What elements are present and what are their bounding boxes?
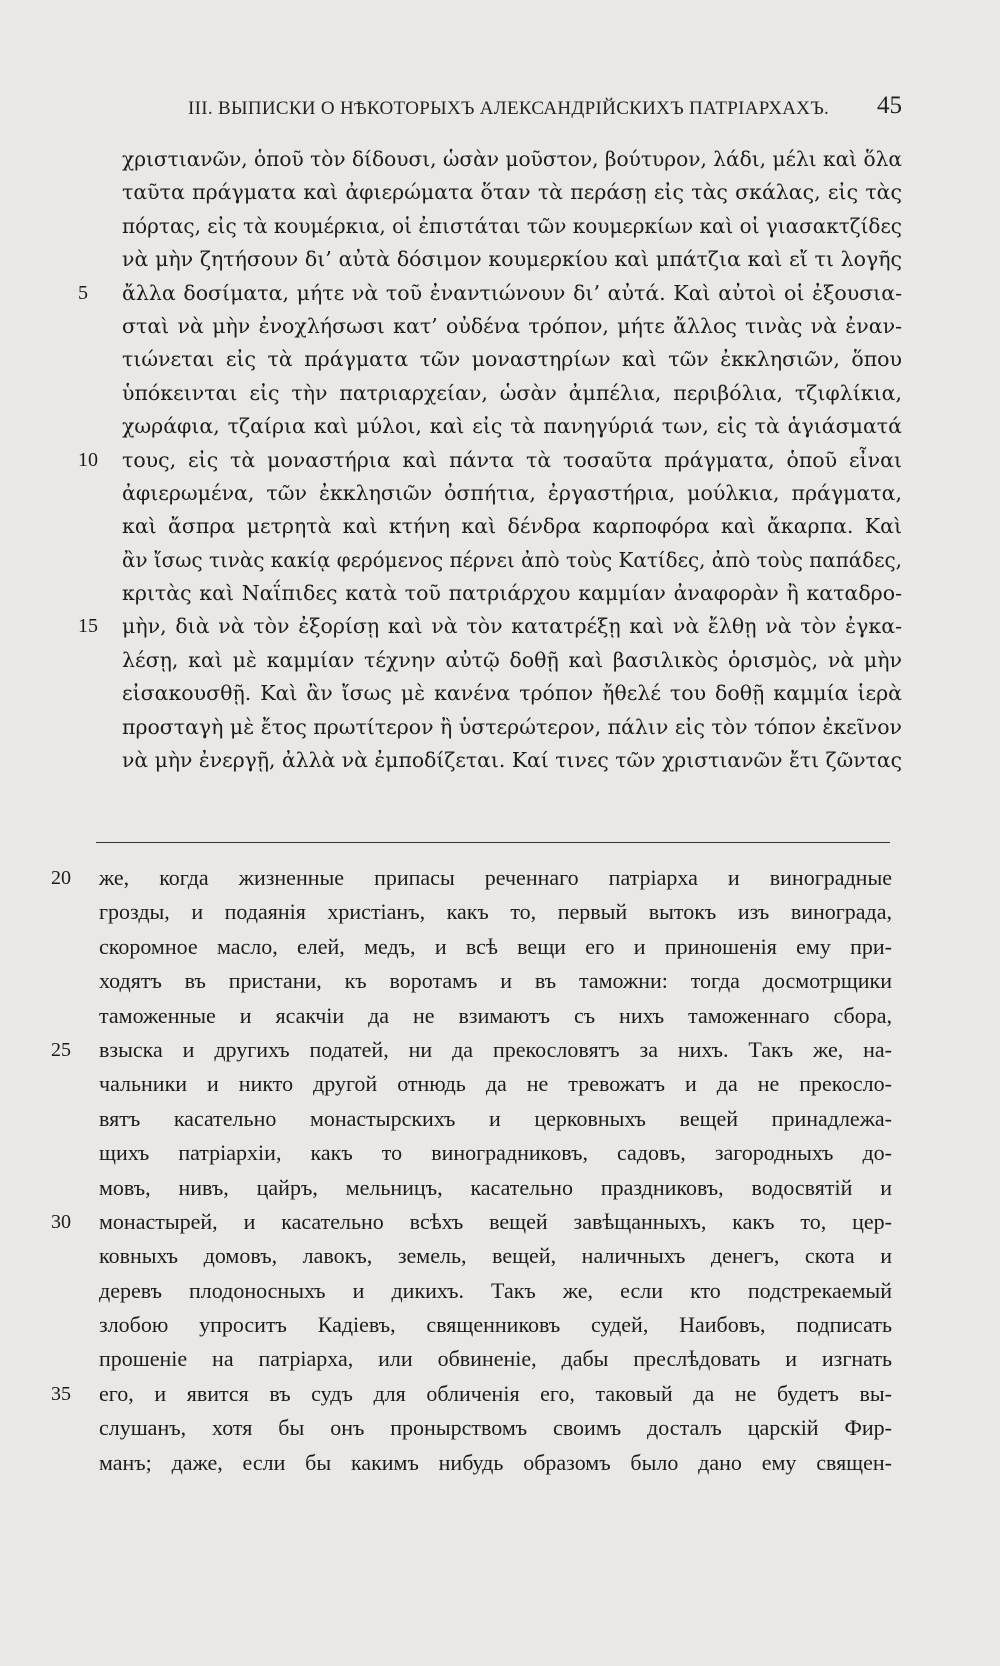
text-line xyxy=(122,744,902,777)
text-line xyxy=(51,1033,892,1067)
line-text: τους, εἰς τὰ μοναστήρια καὶ πάντα τὰ τοσαῦτα πράγματα, ὁποῦ εἶναι xyxy=(122,447,902,472)
text-line xyxy=(99,1342,892,1376)
line-text: ходятъ въ пристани, къ воротамъ и въ таможни: тогда досмотрщики xyxy=(99,968,892,994)
line-text: πόρτας, εἰς τὰ κουμέρκια, οἱ ἐπιστάται τῶν κουμερκίων καὶ οἱ γιασακτζίδες xyxy=(122,213,902,238)
text-line xyxy=(99,930,892,964)
text-line xyxy=(122,410,902,443)
line-text: νὰ μὴν ζητήσουν δι’ αὐτὰ δόσιμον κουμερκίου καὶ μπάτζια καὶ εἴ τι λογῆς xyxy=(122,247,902,272)
line-text: προσταγὴ μὲ ἔτος πρωτίτερον ἢ ὑστερώτερον, πάλιν εἰς τὸν τόπον ἐκεῖνον xyxy=(122,714,902,739)
line-number: 5 xyxy=(78,281,88,304)
line-text: его, и явится въ судъ для обличенія его, таковый да не будетъ вы- xyxy=(99,1380,892,1406)
line-text: монастырей, и касательно всѣхъ вещей завѣщанныхъ, какъ то, цер- xyxy=(99,1208,892,1234)
text-line xyxy=(122,677,902,710)
text-line xyxy=(99,1274,892,1308)
text-line xyxy=(122,243,902,276)
line-text: же, когда жизненные припасы реченнаго патріарха и виноградные xyxy=(99,865,892,890)
text-line xyxy=(78,277,902,310)
line-text: νὰ μὴν ἐνεργῇ, ἀλλὰ νὰ ἐμποδίζεται. Καί τινες τῶν χριστιανῶν ἔτι ζῶντας xyxy=(122,748,902,773)
text-line xyxy=(78,610,902,643)
line-number: 30 xyxy=(51,1210,71,1233)
line-text: καὶ ἄσπρα μετρητὰ καὶ κτήνη καὶ δένδρα καρποφόρα καὶ ἄκαρπα. Καὶ xyxy=(122,514,902,539)
text-line xyxy=(51,861,892,895)
line-text: χωράφια, τζαίρια καὶ μύλοι, καὶ εἰς τὰ πανηγύριά των, εἰς τὰ ἁγιάσματά xyxy=(122,414,902,439)
text-line xyxy=(122,544,902,577)
text-line xyxy=(78,444,902,477)
line-text: щихъ патріархіи, какъ то виноградниковъ, садовъ, загородныхъ до- xyxy=(99,1140,892,1166)
text-line xyxy=(122,377,902,410)
text-line xyxy=(99,1102,892,1136)
line-text: мовъ, нивъ, цайръ, мельницъ, касательно праздниковъ, водосвятій и xyxy=(99,1174,892,1200)
text-line xyxy=(51,1205,892,1239)
line-text: прошеніе на патріарха, или обвиненіе, дабы преслѣдовать и изгнать xyxy=(99,1346,892,1372)
text-line xyxy=(122,143,902,176)
line-text: скоромное масло, елей, медъ, и всѣ вещи его и приношенія ему при- xyxy=(99,933,892,959)
line-text: χριστιανῶν, ὁποῦ τὸν δίδουσι, ὡσὰν μοῦστον, βούτυρον, λάδι, μέλι καὶ ὅλα xyxy=(122,147,902,171)
text-line xyxy=(122,510,902,543)
text-line xyxy=(99,1411,892,1445)
section-divider xyxy=(96,842,890,843)
line-text: μὴν, διὰ νὰ τὸν ἐξορίσῃ καὶ νὰ τὸν κατατρέξῃ καὶ νὰ ἔλθῃ νὰ τὸν ἐγκα- xyxy=(122,614,902,639)
text-line xyxy=(99,1308,892,1342)
line-number: 35 xyxy=(51,1382,71,1405)
russian-text-block xyxy=(51,861,892,1480)
line-text: σταὶ νὰ μὴν ἐνοχλήσωσι κατ’ οὐδένα τρόπον, μήτε ἄλλος τινὰς νὰ ἐναν- xyxy=(122,313,902,338)
text-line xyxy=(122,343,902,376)
line-number: 20 xyxy=(51,867,71,889)
text-line xyxy=(122,477,902,510)
text-line xyxy=(99,1171,892,1205)
line-text: λέσῃ, καὶ μὲ καμμίαν τέχνην αὐτῷ δοθῇ καὶ βασιλικὸς ὁρισμὸς, νὰ μὴν xyxy=(122,647,902,672)
line-number: 10 xyxy=(78,448,98,471)
text-line xyxy=(122,644,902,677)
line-text: ἄλλα δοσίματα, μήτε νὰ τοῦ ἐναντιώνουν δι’ αὐτά. Καὶ αὐτοὶ οἱ ἐξουσια- xyxy=(122,280,902,305)
line-number: 25 xyxy=(51,1038,71,1061)
text-line xyxy=(99,1239,892,1273)
text-line xyxy=(99,964,892,998)
line-text: ὑπόκεινται εἰς τὴν πατριαρχείαν, ὡσὰν ἀμπέλια, περιβόλια, τζιφλίκια, xyxy=(122,380,902,405)
line-text: слушанъ, хотя бы онъ пронырствомъ своимъ досталъ царскій Фир- xyxy=(99,1415,892,1441)
line-text: ковныхъ домовъ, лавокъ, земель, вещей, наличныхъ денегъ, скота и xyxy=(99,1243,892,1269)
text-line xyxy=(122,577,902,610)
line-text: чальники и никто другой отнюдь да не тревожатъ и да не прекосло- xyxy=(99,1071,892,1097)
line-text: манъ; даже, если бы какимъ нибудь образомъ было дано ему священ- xyxy=(99,1449,892,1475)
line-text: взыска и другихъ податей, ни да прекословятъ за нихъ. Такъ же, на- xyxy=(99,1036,892,1062)
line-text: τιώνεται εἰς τὰ πράγματα τῶν μοναστηρίων καὶ τῶν ἐκκλησιῶν, ὅπου xyxy=(122,347,902,372)
line-text: ἀφιερωμένα, τῶν ἐκκλησιῶν ὀσπήτια, ἐργαστήρια, μούλκια, πράγματα, xyxy=(122,480,902,505)
line-text: вятъ касательно монастырскихъ и церковныхъ вещей принадлежа- xyxy=(99,1105,892,1131)
line-number: 15 xyxy=(78,615,98,638)
text-line xyxy=(99,1067,892,1101)
line-text: κριτὰς καὶ Ναΐπιδες κατὰ τοῦ πατριάρχου καμμίαν ἀναφορὰν ἢ καταδρο- xyxy=(122,581,902,606)
line-text: εἰσακουσθῇ. Καὶ ἂν ἴσως μὲ κανένα τρόπον ἤθελέ του δοθῇ καμμία ἱερὰ xyxy=(122,681,902,706)
text-line xyxy=(51,1377,892,1411)
line-text: ταῦτα πράγματα καὶ ἀφιερώματα ὅταν τὰ περάσῃ εἰς τὰς σκάλας, εἰς τὰς xyxy=(122,180,902,205)
text-line xyxy=(122,711,902,744)
text-line xyxy=(99,1136,892,1170)
running-header: III. ВЫПИСКИ О НѢКОТОРЫХЪ АЛЕКСАНДРІЙСКИХЪ ПАТРІАРХАХЪ. xyxy=(188,98,830,119)
text-line xyxy=(122,210,902,243)
text-line xyxy=(99,999,892,1033)
text-line xyxy=(99,895,892,929)
line-text: таможенные и ясакчіи да не взимаютъ съ нихъ таможеннаго сбора, xyxy=(99,1002,892,1028)
text-line xyxy=(122,176,902,209)
line-text: грозды, и подаянія христіанъ, какъ то, первый вытокъ изъ винограда, xyxy=(99,899,892,925)
line-text: деревъ плодоносныхъ и дикихъ. Такъ же, если кто подстрекаемый xyxy=(99,1277,892,1303)
line-text: ἂν ἴσως τινὰς κακίᾳ φερόμενος πέρνει ἀπὸ τοὺς Κατίδες, ἀπὸ τοὺς παπάδες, xyxy=(122,547,902,572)
text-line xyxy=(122,310,902,343)
page-number: 45 xyxy=(877,92,902,119)
greek-text-block xyxy=(78,143,902,777)
line-text: злобою упроситъ Кадіевъ, священниковъ судей, Наибовъ, подписать xyxy=(99,1312,892,1338)
text-line xyxy=(99,1446,892,1480)
